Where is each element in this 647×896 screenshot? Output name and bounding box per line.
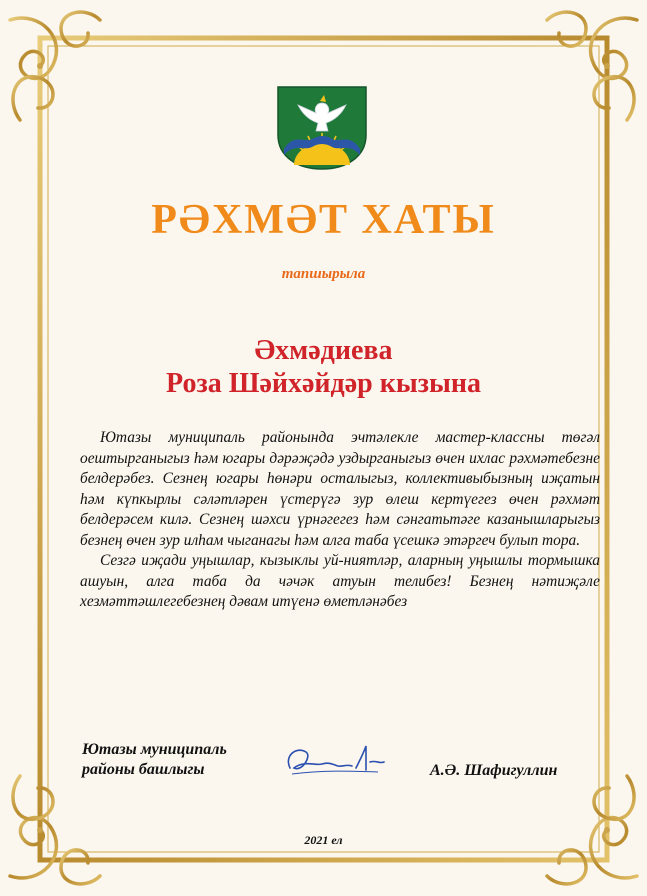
- recipient-given-name: Роза Шәйхәйдәр кызына: [166, 368, 481, 399]
- signatory-position: [82, 740, 227, 780]
- document-year: 2021 ел: [304, 833, 343, 847]
- letter-body: [80, 428, 600, 613]
- letter-paragraph: Сезгә иҗади уңышлар, кызыклы уй-ниятләр, аларның уңышлы тормышка ашуын, алга таба да чәчәк атуын телибез! Безнең нәтиҗәле хезмәттәшлегебезнең дәвам итүенә өметләнәбез: [80, 552, 600, 610]
- signatory-position-line: Ютазы муниципаль: [82, 741, 227, 758]
- coat-of-arms-emblem: [276, 85, 368, 171]
- signatory-name: А.Ә. Шафигуллин: [430, 762, 558, 779]
- document-subtitle: тапшырыла: [281, 266, 366, 282]
- recipient-surname: Әхмәдиева: [254, 335, 393, 366]
- handwritten-signature: [282, 738, 392, 780]
- signatory-position-line: районы башлыгы: [82, 761, 205, 778]
- letter-paragraph: Ютазы муниципаль районында эчтәлекле мастер-классны төгәл оештырганыгыз һәм югары дәрәҗәдә уздырганыгыз өчен ихлас рәхмәтебезне белдерәбез. Сезнең югары һөнәри осталыгыз, коллективыбызның иҗатын һәм күпкырлы сәләтләрен үстерүгә зур өлеш кертүегез өчен рәхмәт белдерәсем килә. Сезнең шәхси үрнәгегез һәм сәнгатьтәге казанышларыгыз безнең өчен зур илһам чыганагы һәм алга таба үсешкә этәргеч булып тора.: [80, 429, 600, 549]
- document-title: РӘХМӘТ ХАТЫ: [151, 197, 496, 243]
